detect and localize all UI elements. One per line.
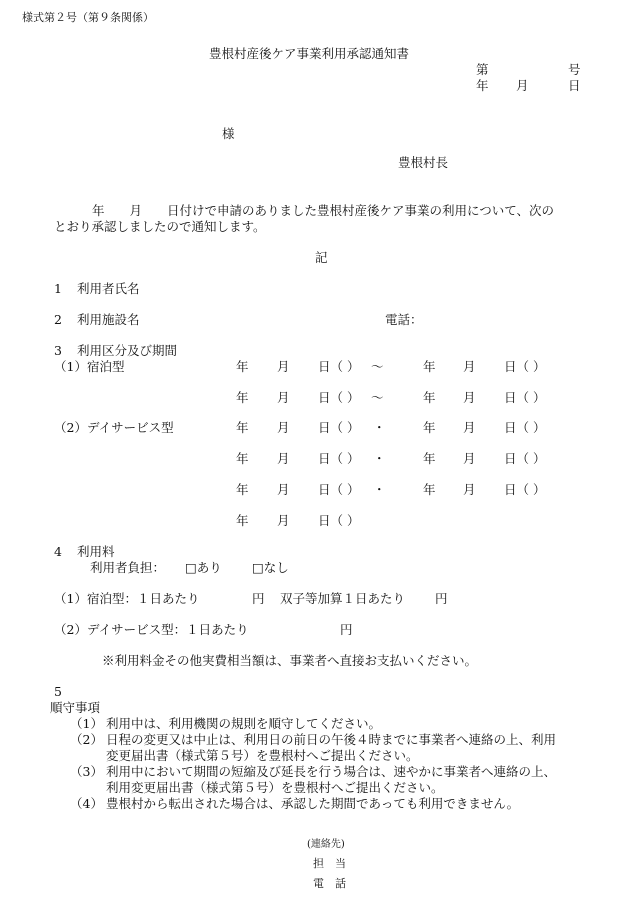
addressee-honorific: 様 <box>222 126 235 141</box>
burden-option-yes-checkbox[interactable]: □あり <box>185 560 222 575</box>
rule-3-number: （3） <box>70 764 103 779</box>
day-service-type-label: （2）デイサービス型 <box>54 420 174 435</box>
intro-line-1: 年 月 日付けで申請のありました豊根村産後ケア事業の利用について、次の <box>92 203 555 218</box>
rule-2-number: （2） <box>70 732 103 747</box>
period-separator: ～ <box>371 359 384 374</box>
period-start-year: 年 <box>236 451 249 466</box>
item5-number: 5 <box>54 684 62 699</box>
period-end-year: 年 <box>423 451 436 466</box>
ki-heading: 記 <box>315 250 328 265</box>
rule-1-number: （1） <box>70 716 103 731</box>
period-end-month: 月 <box>463 359 476 374</box>
period-end-year: 年 <box>423 482 436 497</box>
item5-label: 順守事項 <box>50 700 101 715</box>
period-start-day: 日（ ） <box>318 359 360 374</box>
rule-3-line-1: 利用中において期間の短縮及び延長を行う場合は、速やかに事業者へ連絡の上、 <box>106 764 557 779</box>
period-start-month: 月 <box>277 390 290 405</box>
period-separator: ～ <box>371 390 384 405</box>
item2-label: 利用施設名 <box>77 312 140 327</box>
contact-phone: 電 話 <box>313 877 346 890</box>
twin-fee-label: 双子等加算１日あたり <box>280 591 406 606</box>
burden-option-no-checkbox[interactable]: □なし <box>252 560 289 575</box>
rule-4-number: （4） <box>70 796 103 811</box>
period-start-month: 月 <box>277 359 290 374</box>
period-end-month: 月 <box>463 390 476 405</box>
item2-phone-label: 電話： <box>385 312 423 327</box>
period-start-day: 日（ ） <box>318 390 360 405</box>
stay-fee-label: （1）宿泊型：１日あたり <box>54 591 200 606</box>
document-title: 豊根村産後ケア事業利用承認通知書 <box>209 46 410 61</box>
period-separator: ・ <box>373 451 386 466</box>
period-start-year: 年 <box>236 359 249 374</box>
period-start-day: 日（ ） <box>318 451 360 466</box>
doc-number-prefix: 第 <box>476 62 489 77</box>
period-end-day: 日（ ） <box>504 451 546 466</box>
period-separator: ・ <box>373 482 386 497</box>
period-end-year: 年 <box>423 390 436 405</box>
period-start-year: 年 <box>236 390 249 405</box>
day-service-fee-yen: 円 <box>340 622 353 637</box>
item4-label: 利用料 <box>77 544 115 559</box>
period-end-year: 年 <box>423 420 436 435</box>
period-start-year: 年 <box>236 513 249 528</box>
item4-number: 4 <box>54 544 62 559</box>
rule-1-line-1: 利用中は、利用機関の規則を順守してください。 <box>106 716 382 731</box>
issuer: 豊根村長 <box>398 155 449 170</box>
form-label: 様式第２号（第９条関係） <box>22 11 154 24</box>
stay-fee-yen: 円 <box>252 591 265 606</box>
period-start-month: 月 <box>277 451 290 466</box>
period-start-year: 年 <box>236 482 249 497</box>
stay-type-label: （1）宿泊型 <box>54 359 125 374</box>
rule-3-line-2: 利用変更届出書（様式第５号）を豊根村へご提出ください。 <box>106 780 444 795</box>
rule-4-line-1: 豊根村から転出された場合は、承認した期間であっても利用できません。 <box>106 796 520 811</box>
doc-date-month: 月 <box>516 78 529 93</box>
period-start-month: 月 <box>277 420 290 435</box>
intro-line-2: とおり承認しましたので通知します。 <box>54 219 266 234</box>
item3-number: 3 <box>54 343 62 358</box>
period-start-month: 月 <box>277 513 290 528</box>
item2-number: 2 <box>54 312 62 327</box>
period-end-day: 日（ ） <box>504 390 546 405</box>
contact-person: 担 当 <box>313 857 346 870</box>
period-end-month: 月 <box>463 482 476 497</box>
day-service-fee-label: （2）デイサービス型：１日あたり <box>54 622 249 637</box>
period-end-month: 月 <box>463 451 476 466</box>
period-end-day: 日（ ） <box>504 420 546 435</box>
doc-number-suffix: 号 <box>568 62 581 77</box>
period-start-day: 日（ ） <box>318 482 360 497</box>
period-end-year: 年 <box>423 359 436 374</box>
item1-label: 利用者氏名 <box>77 281 140 296</box>
fee-note: ※利用料金その他実費相当額は、事業者へ直接お支払いください。 <box>102 653 478 668</box>
period-end-day: 日（ ） <box>504 359 546 374</box>
doc-date-day: 日 <box>568 78 581 93</box>
period-start-year: 年 <box>236 420 249 435</box>
period-separator: ・ <box>373 420 386 435</box>
item1-number: 1 <box>54 281 62 296</box>
item3-label: 利用区分及び期間 <box>77 343 178 358</box>
period-start-day: 日（ ） <box>318 420 360 435</box>
period-start-day: 日（ ） <box>318 513 360 528</box>
rule-2-line-2: 変更届出書（様式第５号）を豊根村へご提出ください。 <box>106 748 419 763</box>
twin-fee-yen: 円 <box>435 591 448 606</box>
period-end-day: 日（ ） <box>504 482 546 497</box>
rule-2-line-1: 日程の変更又は中止は、利用日の前日の午後４時までに事業者へ連絡の上、利用 <box>106 732 557 747</box>
burden-label: 利用者負担： <box>90 560 166 575</box>
doc-date-year: 年 <box>476 78 489 93</box>
period-start-month: 月 <box>277 482 290 497</box>
period-end-month: 月 <box>463 420 476 435</box>
contact-heading: (連絡先) <box>307 839 345 850</box>
